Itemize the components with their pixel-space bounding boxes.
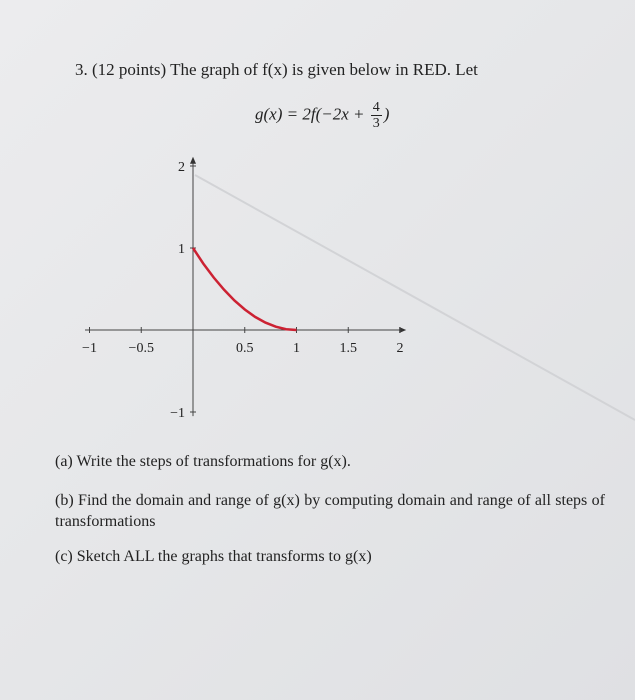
x-tick-label: 0.5: [236, 341, 254, 356]
x-tick-label: 1.5: [339, 341, 357, 356]
x-tick-label: −1: [82, 341, 97, 356]
x-tick-label: −0.5: [128, 341, 154, 356]
y-tick-label: −1: [170, 406, 185, 421]
fraction-numerator: 4: [372, 100, 380, 115]
question-header: 3. (12 points) The graph of f(x) is given below in RED. Let: [75, 60, 478, 79]
y-tick-label: 1: [178, 242, 185, 257]
part-c: (c) Sketch ALL the graphs that transforms to g(x): [55, 548, 372, 565]
x-tick-label: 2: [396, 341, 404, 356]
part-a: (a) Write the steps of transformations for g(x).: [55, 453, 351, 470]
x-tick-label: 1: [293, 341, 300, 356]
part-b: (b) Find the domain and range of g(x) by computing domain and range of all steps of transformations: [55, 492, 605, 530]
formula-close: ): [383, 104, 390, 124]
fraction-denominator: 3: [372, 116, 380, 131]
formula-lhs: g(x) = 2f(−2x +: [255, 104, 369, 124]
y-tick-label: 2: [178, 160, 185, 175]
f-curve-red: [193, 248, 297, 330]
